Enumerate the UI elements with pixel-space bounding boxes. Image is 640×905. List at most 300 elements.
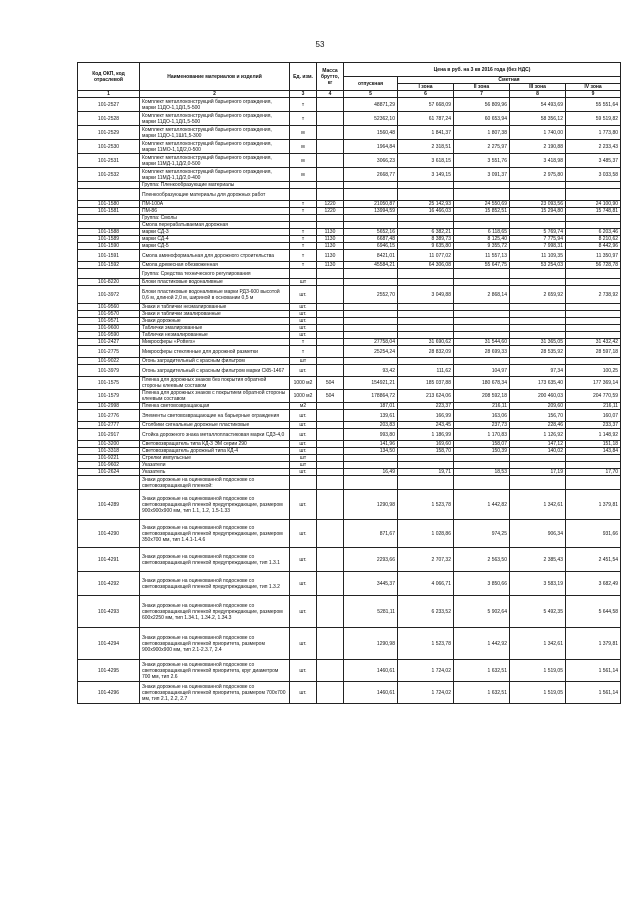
code-cell: 101-3318 [78,448,140,455]
zone-2-price-cell [454,476,510,490]
zone-3-price-cell: 11 109,35 [510,250,566,262]
table-row [78,182,621,189]
release-price-cell: 993,80 [344,429,398,441]
zone-4-price-cell: 100,25 [566,365,621,377]
code-cell: 101-1581 [78,208,140,215]
unit-cell [290,215,317,222]
unit-cell: м [290,140,317,154]
zone-1-price-cell [398,318,454,325]
zone-3-price-cell [510,325,566,332]
unit-cell: т [290,250,317,262]
table-row [78,215,621,222]
name-cell: Знаки дорожные на оцинкованной подоснове со световозвращающей пленкой предупреждающие, тип 1.3.1 [140,548,290,572]
unit-cell: шт. [290,332,317,339]
zone-1-price-cell: 185 037,88 [398,377,454,390]
mass-cell [317,429,344,441]
table-row [78,476,621,490]
zone-2-price-cell [454,325,510,332]
code-cell: 101-2775 [78,346,140,358]
zone-4-price-cell: 24 100,90 [566,201,621,208]
unit-cell: т [290,98,317,112]
unit-cell: шт. [290,628,317,660]
code-cell: 101-4292 [78,572,140,596]
mass-cell [317,441,344,448]
name-cell: Группа: Смолы [140,215,290,222]
header-code: Код ОКП, код отраслевой [78,63,140,91]
header-name: Наименование материалов и изделий [140,63,290,91]
unit-cell [290,182,317,189]
zone-2-price-cell: 158,07 [454,441,510,448]
code-cell [78,222,140,229]
unit-cell: шт [290,455,317,462]
column-number: 6 [398,91,454,98]
zone-3-price-cell [510,269,566,279]
zone-1-price-cell: 9 635,80 [398,243,454,250]
mass-cell [317,660,344,682]
header-estimate: Сметная [398,77,621,84]
release-price-cell: 48871,29 [344,98,398,112]
unit-cell: шт. [290,365,317,377]
zone-4-price-cell: 1 773,80 [566,126,621,140]
release-price-cell: 1560,48 [344,126,398,140]
page-number: 53 [315,40,325,49]
code-cell [78,182,140,189]
name-cell: Комплект металлоконструкций барьерного ограждения, марки 11ДО-1,1Д/1,5-500 [140,98,290,112]
column-number: 8 [510,91,566,98]
zone-2-price-cell: 24 550,69 [454,201,510,208]
zone-2-price-cell: 8 125,40 [454,236,510,243]
code-cell: 101-3979 [78,365,140,377]
zone-1-price-cell [398,189,454,201]
mass-cell [317,98,344,112]
zone-4-price-cell: 2 738,92 [566,286,621,304]
table-row [78,390,621,403]
mass-cell [317,596,344,628]
table-row [78,243,621,250]
zone-1-price-cell: 1 523,78 [398,628,454,660]
mass-cell: 504 [317,377,344,390]
table-row [78,229,621,236]
zone-4-price-cell: 55 551,64 [566,98,621,112]
name-cell: Комплект металлоконструкций барьерного ограждения, марки 11МД-1,1Д/2,0-400 [140,168,290,182]
mass-cell: 1220 [317,208,344,215]
name-cell: Пленка для дорожных знаков с покрытием обратной стороны клеевым составом [140,390,290,403]
zone-4-price-cell: 143,84 [566,448,621,455]
name-cell: Элементы световозвращающие на барьерные ограждения [140,410,290,422]
table-row [78,154,621,168]
unit-cell: м [290,168,317,182]
zone-1-price-cell: 2 707,32 [398,548,454,572]
table-row [78,236,621,243]
zone-4-price-cell: 8 210,62 [566,236,621,243]
mass-cell [317,572,344,596]
unit-cell: т [290,262,317,269]
header-unit: Ед. изм. [290,63,317,91]
zone-4-price-cell: 28 597,18 [566,346,621,358]
zone-4-price-cell: 177 369,14 [566,377,621,390]
name-cell: Блоки пластиковые водоналивные [140,279,290,286]
zone-1-price-cell: 16 466,03 [398,208,454,215]
unit-cell: шт. [290,318,317,325]
zone-3-price-cell [510,476,566,490]
zone-4-price-cell: 233,37 [566,422,621,429]
zone-3-price-cell [510,304,566,311]
zone-4-price-cell: 151,18 [566,441,621,448]
zone-3-price-cell: 5 492,35 [510,596,566,628]
code-cell [78,189,140,201]
name-cell: марки СД-3 [140,229,290,236]
zone-3-price-cell [510,189,566,201]
zone-2-price-cell: 1 807,38 [454,126,510,140]
release-price-cell: 13994,59 [344,208,398,215]
name-cell: ПМ-100А [140,201,290,208]
table-row [78,682,621,704]
zone-3-price-cell [510,311,566,318]
table-row [78,269,621,279]
zone-4-price-cell: 59 519,82 [566,112,621,126]
code-cell: 101-2527 [78,98,140,112]
zone-1-price-cell [398,358,454,365]
code-cell: 101-9022 [78,358,140,365]
zone-2-price-cell: 237,73 [454,422,510,429]
code-cell: 101-8220 [78,279,140,286]
zone-4-price-cell: 15 748,81 [566,208,621,215]
mass-cell [317,422,344,429]
zone-1-price-cell [398,279,454,286]
release-price-cell: 16,49 [344,469,398,476]
code-cell: 101-2530 [78,140,140,154]
table-row [78,279,621,286]
name-cell: Знаки дорожные на оцинкованной подоснове со световозвращающей пленкой предупреждающие, размером 900x900x900 мм, тип 1.1, 1.2, 1.5-1.33 [140,490,290,520]
table-row [78,201,621,208]
zone-1-price-cell: 223,37 [398,403,454,410]
zone-3-price-cell: 2 975,80 [510,168,566,182]
unit-cell: шт. [290,448,317,455]
mass-cell [317,182,344,189]
name-cell: Пленка световозвращающая [140,403,290,410]
zone-4-price-cell [566,304,621,311]
release-price-cell [344,332,398,339]
zone-2-price-cell [454,189,510,201]
name-cell: Знаки дорожные на оцинкованной подоснове со световозвращающей пленкой предупреждающие, тип 1.3.2 [140,572,290,596]
release-price-cell: 93,42 [344,365,398,377]
release-price-cell: 1964,84 [344,140,398,154]
zone-1-price-cell: 111,62 [398,365,454,377]
column-number: 3 [290,91,317,98]
zone-1-price-cell: 11 077,02 [398,250,454,262]
mass-cell [317,286,344,304]
zone-4-price-cell: 17,70 [566,469,621,476]
table-row [78,660,621,682]
release-price-cell: 154921,21 [344,377,398,390]
mass-cell [317,332,344,339]
header-zone-4: IV зона [566,84,621,91]
code-cell: 101-4294 [78,628,140,660]
release-price-cell [344,215,398,222]
zone-3-price-cell: 2 659,92 [510,286,566,304]
release-price-cell [344,455,398,462]
name-cell: Таблички эмалированные [140,325,290,332]
zone-4-price-cell [566,311,621,318]
code-cell: 101-1580 [78,201,140,208]
zone-1-price-cell [398,455,454,462]
release-price-cell: 5281,11 [344,596,398,628]
zone-2-price-cell: 28 699,33 [454,346,510,358]
mass-cell [317,269,344,279]
table-row [78,441,621,448]
release-price-cell [344,476,398,490]
zone-3-price-cell: 1 342,61 [510,628,566,660]
name-cell: Таблички неэмалированные [140,332,290,339]
zone-2-price-cell: 60 653,94 [454,112,510,126]
unit-cell: шт. [290,660,317,682]
zone-1-price-cell: 158,70 [398,448,454,455]
unit-cell: шт. [290,422,317,429]
zone-3-price-cell: 147,12 [510,441,566,448]
name-cell: Столбики сигнальные дорожные пластиковые [140,422,290,429]
mass-cell [317,222,344,229]
zone-3-price-cell [510,215,566,222]
code-cell: 101-9600 [78,325,140,332]
release-price-cell [344,222,398,229]
zone-1-price-cell [398,332,454,339]
name-cell: Группа: Пленкообразующие материалы [140,182,290,189]
name-cell: марки СД-4 [140,236,290,243]
release-price-cell: 2293,66 [344,548,398,572]
zone-1-price-cell: 166,99 [398,410,454,422]
unit-cell: 1000 м2 [290,390,317,403]
release-price-cell: 178864,72 [344,390,398,403]
table-row [78,346,621,358]
name-cell: Микросферы стеклянные для дорожной разметки [140,346,290,358]
zone-3-price-cell: 3 583,19 [510,572,566,596]
zone-2-price-cell: 2 275,97 [454,140,510,154]
table-body [78,98,621,704]
unit-cell: м [290,126,317,140]
unit-cell: шт. [290,469,317,476]
zone-1-price-cell [398,325,454,332]
zone-4-price-cell: 2 451,54 [566,548,621,572]
zone-4-price-cell: 5 644,58 [566,596,621,628]
zone-2-price-cell: 3 551,76 [454,154,510,168]
zone-1-price-cell: 2 318,51 [398,140,454,154]
zone-1-price-cell: 1 841,37 [398,126,454,140]
zone-1-price-cell: 31 690,62 [398,339,454,346]
mass-cell [317,462,344,469]
table-row [78,189,621,201]
zone-4-price-cell: 3 485,37 [566,154,621,168]
mass-cell [317,365,344,377]
mass-cell [317,346,344,358]
release-price-cell: 27758,04 [344,339,398,346]
zone-3-price-cell: 173 635,40 [510,377,566,390]
zone-3-price-cell [510,279,566,286]
release-price-cell: 187,01 [344,403,398,410]
zone-4-price-cell: 204 770,59 [566,390,621,403]
code-cell: 101-2532 [78,168,140,182]
release-price-cell: 139,61 [344,410,398,422]
release-price-cell: 6946,15 [344,243,398,250]
mass-cell [317,469,344,476]
code-cell: 101-1590 [78,243,140,250]
zone-2-price-cell: 2 868,14 [454,286,510,304]
zone-2-price-cell [454,318,510,325]
header-zone-1: I зона [398,84,454,91]
table-row [78,377,621,390]
zone-1-price-cell: 19,71 [398,469,454,476]
zone-3-price-cell: 53 254,03 [510,262,566,269]
table-row [78,222,621,229]
name-cell: Смола аминоформальная для дорожного строительства [140,250,290,262]
table-row [78,168,621,182]
release-price-cell [344,462,398,469]
zone-2-price-cell [454,358,510,365]
zone-2-price-cell: 3 091,37 [454,168,510,182]
table-row [78,112,621,126]
zone-1-price-cell: 213 624,06 [398,390,454,403]
zone-2-price-cell: 1 632,51 [454,682,510,704]
column-number: 5 [344,91,398,98]
unit-cell: шт. [290,572,317,596]
zone-2-price-cell [454,304,510,311]
code-cell: 101-4293 [78,596,140,628]
zone-2-price-cell: 163,06 [454,410,510,422]
mass-cell [317,339,344,346]
zone-3-price-cell [510,462,566,469]
code-cell: 101-2998 [78,403,140,410]
mass-cell [317,358,344,365]
zone-1-price-cell: 6 233,52 [398,596,454,628]
zone-1-price-cell: 8 389,73 [398,236,454,243]
mass-cell: 1130 [317,243,344,250]
table-row [78,126,621,140]
zone-2-price-cell: 5 902,64 [454,596,510,628]
zone-3-price-cell: 15 294,80 [510,208,566,215]
zone-1-price-cell: 28 832,09 [398,346,454,358]
zone-3-price-cell [510,358,566,365]
column-number: 9 [566,91,621,98]
table-row [78,365,621,377]
table-row [78,520,621,548]
release-price-cell [344,304,398,311]
code-cell: 101-9602 [78,462,140,469]
unit-cell: шт [290,358,317,365]
code-cell: 101-9221 [78,455,140,462]
unit-cell: т [290,201,317,208]
release-price-cell: 134,50 [344,448,398,455]
zone-4-price-cell [566,476,621,490]
mass-cell: 1130 [317,236,344,243]
zone-3-price-cell [510,222,566,229]
zone-3-price-cell: 140,02 [510,448,566,455]
unit-cell: т [290,339,317,346]
code-cell: 101-9590 [78,332,140,339]
mass-cell [317,154,344,168]
code-cell: 101-2776 [78,410,140,422]
zone-4-price-cell: 931,66 [566,520,621,548]
zone-3-price-cell: 28 535,92 [510,346,566,358]
zone-2-price-cell: 56 809,96 [454,98,510,112]
unit-cell: м [290,154,317,168]
zone-1-price-cell [398,311,454,318]
zone-2-price-cell: 216,11 [454,403,510,410]
unit-cell: 1000 м2 [290,377,317,390]
column-number: 4 [317,91,344,98]
zone-1-price-cell: 243,45 [398,422,454,429]
release-price-cell: 8421,01 [344,250,398,262]
zone-1-price-cell: 1 724,02 [398,682,454,704]
release-price-cell: 1460,61 [344,682,398,704]
zone-3-price-cell: 2 190,88 [510,140,566,154]
zone-3-price-cell: 906,34 [510,520,566,548]
zone-4-price-cell: 1 561,14 [566,660,621,682]
zone-1-price-cell: 57 668,09 [398,98,454,112]
name-cell: Микросферы «Potters» [140,339,290,346]
release-price-cell: 25254,24 [344,346,398,358]
name-cell: Огонь заградительный с красным фильтром [140,358,290,365]
name-cell: Стойка дорожного знака металлопластиковая марки СДЗ-4,0 [140,429,290,441]
code-cell: 101-2777 [78,422,140,429]
zone-4-price-cell: 216,11 [566,403,621,410]
name-cell: Знаки и таблички эмалированные [140,311,290,318]
zone-3-price-cell [510,455,566,462]
name-cell: Световозвращатель дорожный типа КД-4 [140,448,290,455]
unit-cell [290,269,317,279]
column-number: 2 [140,91,290,98]
zone-4-price-cell [566,455,621,462]
zone-1-price-cell: 1 028,86 [398,520,454,548]
code-cell: 101-3972 [78,286,140,304]
mass-cell [317,490,344,520]
zone-2-price-cell [454,222,510,229]
zone-3-price-cell: 228,46 [510,422,566,429]
code-cell [78,476,140,490]
zone-4-price-cell: 160,07 [566,410,621,422]
mass-cell [317,628,344,660]
header-mass: Масса брутто, кг [317,63,344,91]
name-cell: ПМ-86 [140,208,290,215]
table-row [78,318,621,325]
code-cell: 101-1579 [78,390,140,403]
zone-3-price-cell: 1 519,05 [510,682,566,704]
zone-4-price-cell [566,222,621,229]
unit-cell: шт. [290,441,317,448]
table-row [78,448,621,455]
zone-3-price-cell: 1 126,92 [510,429,566,441]
mass-cell [317,455,344,462]
unit-cell: м2 [290,403,317,410]
code-cell: 101-4296 [78,682,140,704]
release-price-cell: 5652,16 [344,229,398,236]
zone-3-price-cell: 200 460,03 [510,390,566,403]
header-zone-3: III зона [510,84,566,91]
zone-2-price-cell: 1 442,92 [454,628,510,660]
zone-1-price-cell: 1 523,78 [398,490,454,520]
zone-2-price-cell [454,279,510,286]
mass-cell [317,410,344,422]
name-cell: Стрелки импульсные [140,455,290,462]
name-cell: Комплект металлоконструкций барьерного ограждения, марки 11МО-1,1Д/2,0-500 [140,140,290,154]
code-cell: 101-4295 [78,660,140,682]
price-table [77,62,621,704]
zone-2-price-cell [454,462,510,469]
zone-3-price-cell: 31 365,05 [510,339,566,346]
zone-2-price-cell: 2 563,50 [454,548,510,572]
table-row [78,455,621,462]
unit-cell: шт. [290,520,317,548]
name-cell: Знаки и таблички неэмалированные [140,304,290,311]
table-row [78,572,621,596]
